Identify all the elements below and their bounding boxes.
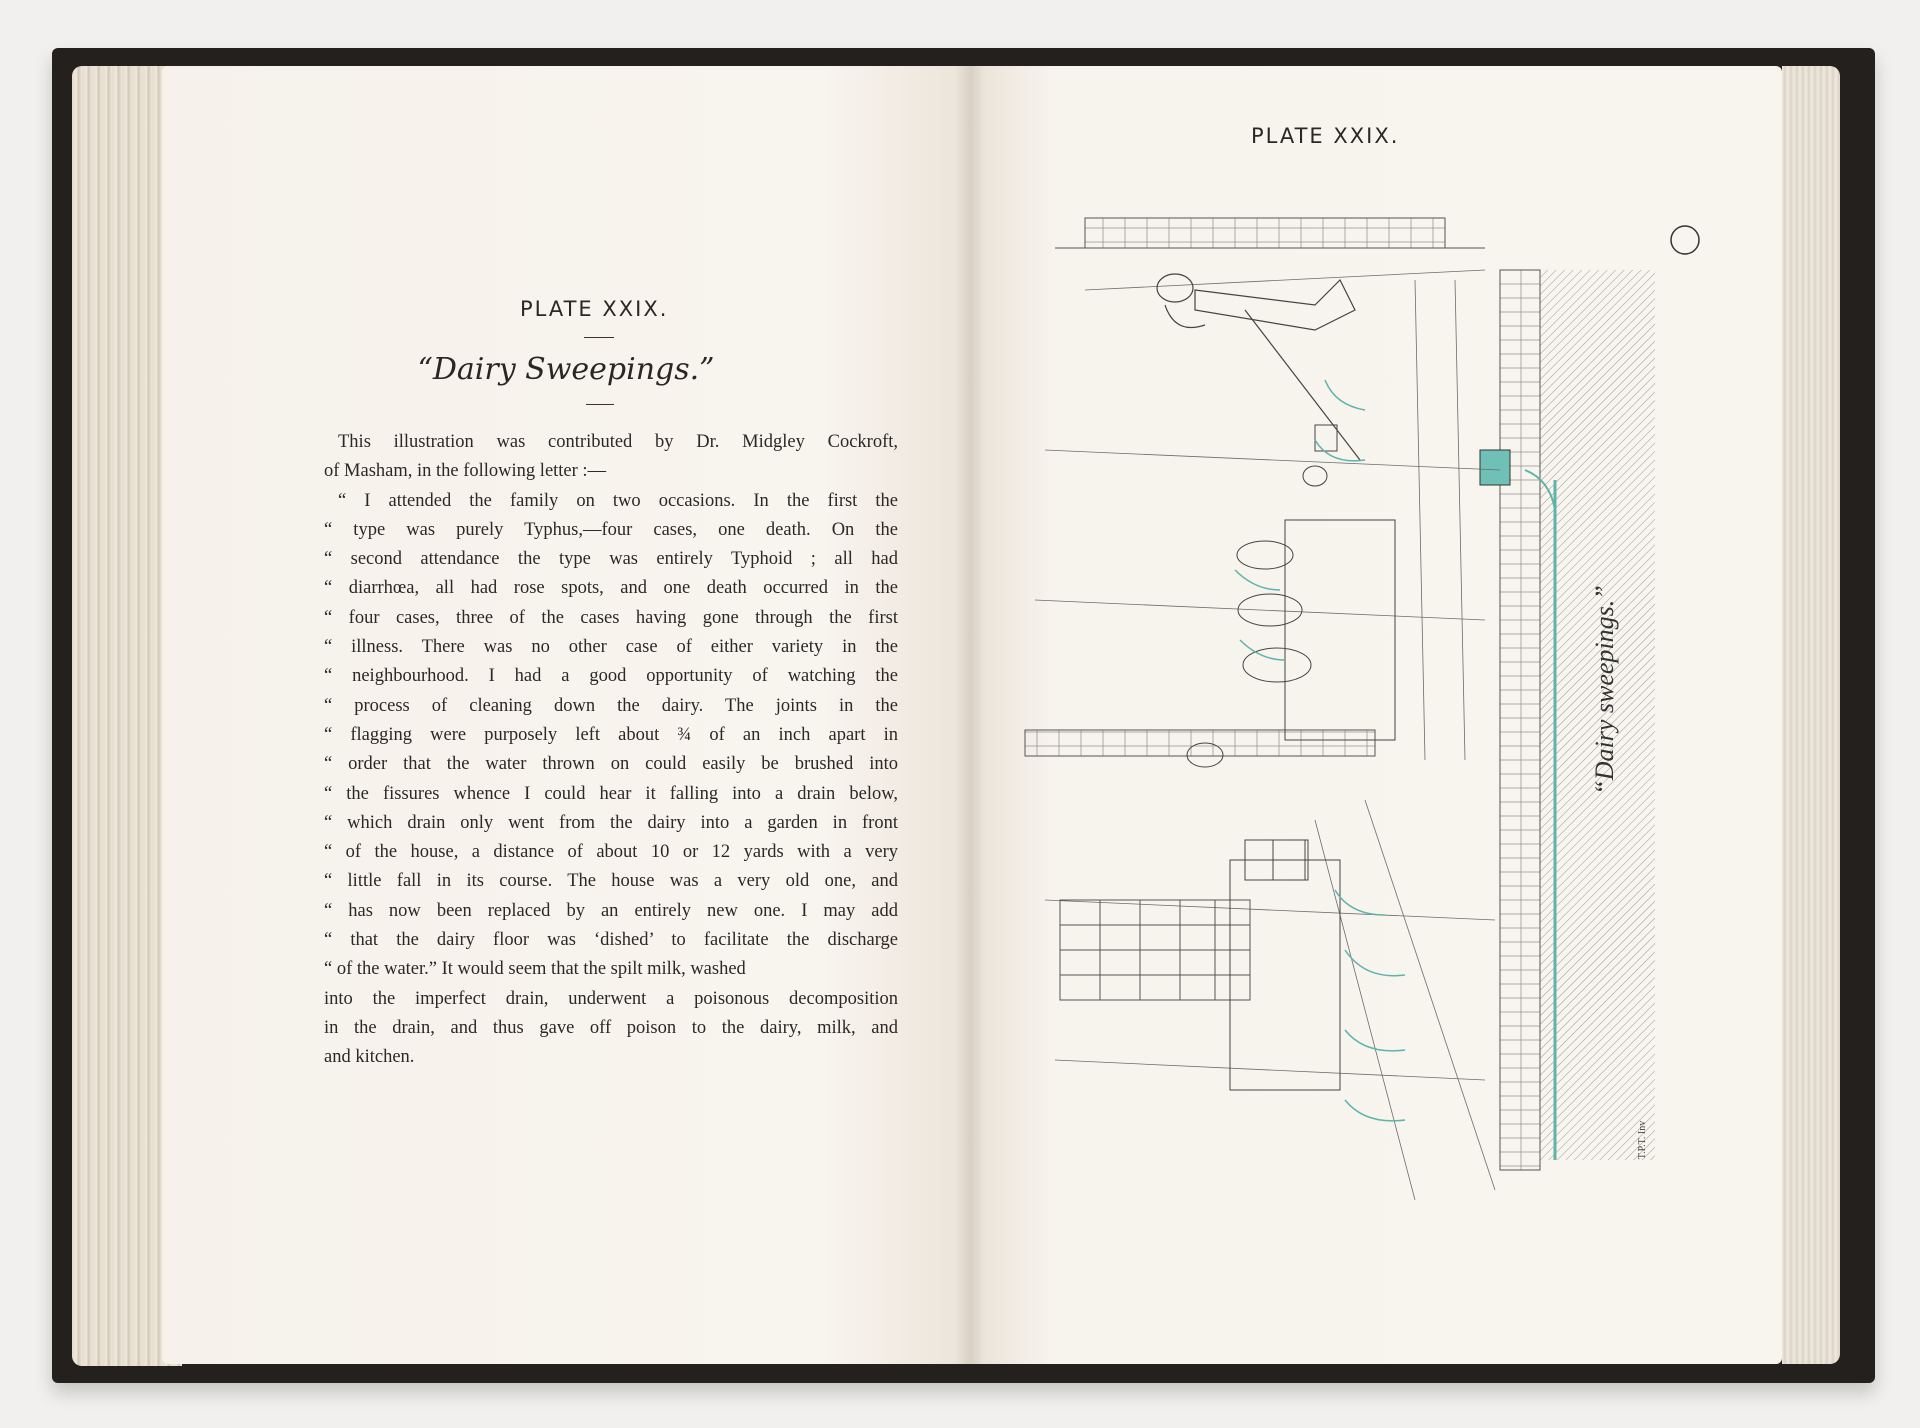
monogram-seal — [1671, 226, 1699, 254]
drain-wall — [1500, 270, 1540, 1170]
woman-figure — [1157, 274, 1360, 460]
right-page-edges — [1782, 66, 1840, 1364]
text-line: “ neighbourhood. I had a good opportunity of watching the — [324, 666, 898, 687]
text-line: “ flagging were purposely left about ¾ of an inch apart in — [324, 724, 898, 745]
text-line: of Masham, in the following letter :— — [324, 461, 607, 482]
text-line: “ the fissures whence I could hear it falling into a drain below, — [324, 783, 898, 804]
drain-grate — [1480, 450, 1510, 485]
heading-rule — [584, 337, 614, 338]
plate-subtitle: “Dairy Sweepings.” — [417, 352, 715, 387]
text-line: “ has now been replaced by an entirely new one. I may add — [324, 900, 898, 921]
text-line: “ of the house, a distance of about 10 or 12 yards with a very — [324, 842, 898, 863]
text-line: “ which drain only went from the dairy into a garden in front — [324, 812, 898, 833]
illustration-credit: T.P.T. Inv — [1637, 1120, 1648, 1160]
text-line: in the drain, and thus gave off poison to the dairy, milk, and — [324, 1017, 898, 1038]
text-line: “ second attendance the type was entirely Typhoid ; all had — [324, 549, 898, 570]
text-line: into the imperfect drain, underwent a poisonous decomposition — [324, 988, 898, 1009]
text-line: “ four cases, three of the cases having gone through the first — [324, 607, 898, 628]
letter-text — [324, 428, 898, 1073]
right-plate-heading: PLATE XXIX. — [1251, 124, 1400, 148]
left-plate-heading: PLATE XXIX. — [520, 297, 669, 321]
dairy-illustration — [1015, 200, 1775, 1230]
dresser — [1230, 840, 1340, 1090]
book-gutter — [955, 66, 985, 1364]
text-line: “ order that the water thrown on could easily be brushed into — [324, 754, 898, 775]
window-lattice — [1060, 900, 1250, 1000]
text-line: This illustration was contributed by Dr. Midgley Cockroft, — [338, 432, 898, 452]
text-line: “ diarrhœa, all had rose spots, and one death occurred in the — [324, 578, 898, 599]
text-line: “ type was purely Typhus,—four cases, one death. On the — [324, 519, 898, 540]
text-line: “ of the water.” It would seem that the spilt milk, washed — [324, 959, 746, 980]
text-line: and kitchen. — [324, 1047, 415, 1068]
text-line: “ process of cleaning down the dairy. The joints in the — [324, 695, 898, 716]
top-fence — [1055, 218, 1485, 248]
pails — [1273, 425, 1337, 880]
text-line: “ illness. There was no other case of either variety in the — [324, 637, 898, 658]
subtitle-rule — [586, 404, 614, 405]
text-line: “ that the dairy floor was ‘dished’ to facilitate the discharge — [324, 930, 898, 951]
text-line: “ I attended the family on two occasions. In the first the — [338, 490, 898, 511]
illustration-caption: “Dairy sweepings.” — [1590, 585, 1619, 795]
text-line: “ little fall in its course. The house was a very old one, and — [324, 871, 898, 892]
